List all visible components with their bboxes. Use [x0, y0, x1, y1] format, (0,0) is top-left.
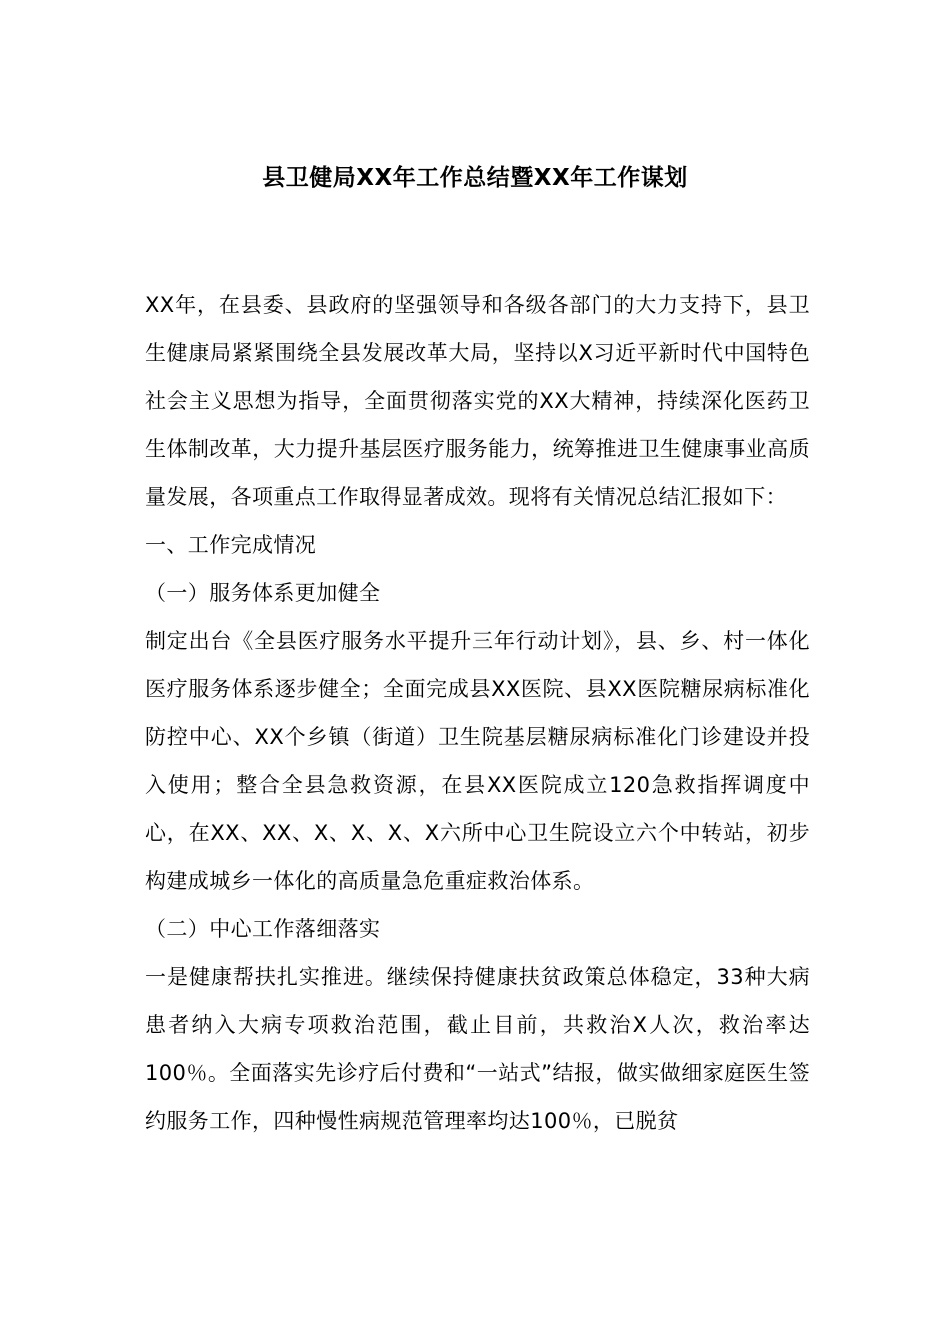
heading-subsection-1: （一）服务体系更加健全 [145, 581, 381, 605]
document-title: 县卫健局XX年工作总结暨XX年工作谋划 [262, 165, 688, 191]
paragraph-health-assistance: 一是健康帮扶扎实推进。继续保持健康扶贫政策总体稳定，33种大病患者纳入大病专项救治范围，截止目前，共救治X人次，救治率达100％。全面落实先诊疗后付费和“一站式”结报，做实做细家庭医生签约服务工作，四种慢性病规范管理率均达100％，已脱贫 [145, 965, 810, 1133]
heading-subsection-2: （二）中心工作落细落实 [145, 917, 381, 941]
paragraph-intro: XX年，在县委、县政府的坚强领导和各级各部门的大力支持下，县卫生健康局紧紧围绕全县发展改革大局，坚持以X习近平新时代中国特色社会主义思想为指导，全面贯彻落实党的XX大精神，持续深化医药卫生体制改革，大力提升基层医疗服务能力，统筹推进卫生健康事业高质量发展，各项重点工作取得显著成效。现将有关情况总结汇报如下： [145, 293, 810, 509]
paragraph-service-system: 制定出台《全县医疗服务水平提升三年行动计划》，县、乡、村一体化医疗服务体系逐步健全；全面完成县XX医院、县XX医院糖尿病标准化防控中心、XX个乡镇（街道）卫生院基层糖尿病标准化门诊建设并投入使用；整合全县急救资源，在县XX医院成立120急救指挥调度中心，在XX、XX、X、X、X、X六所中心卫生院设立六个中转站，初步构建成城乡一体化的高质量急危重症救治体系。 [145, 629, 810, 893]
document-body [145, 281, 810, 1145]
heading-section-1: 一、工作完成情况 [145, 533, 317, 557]
